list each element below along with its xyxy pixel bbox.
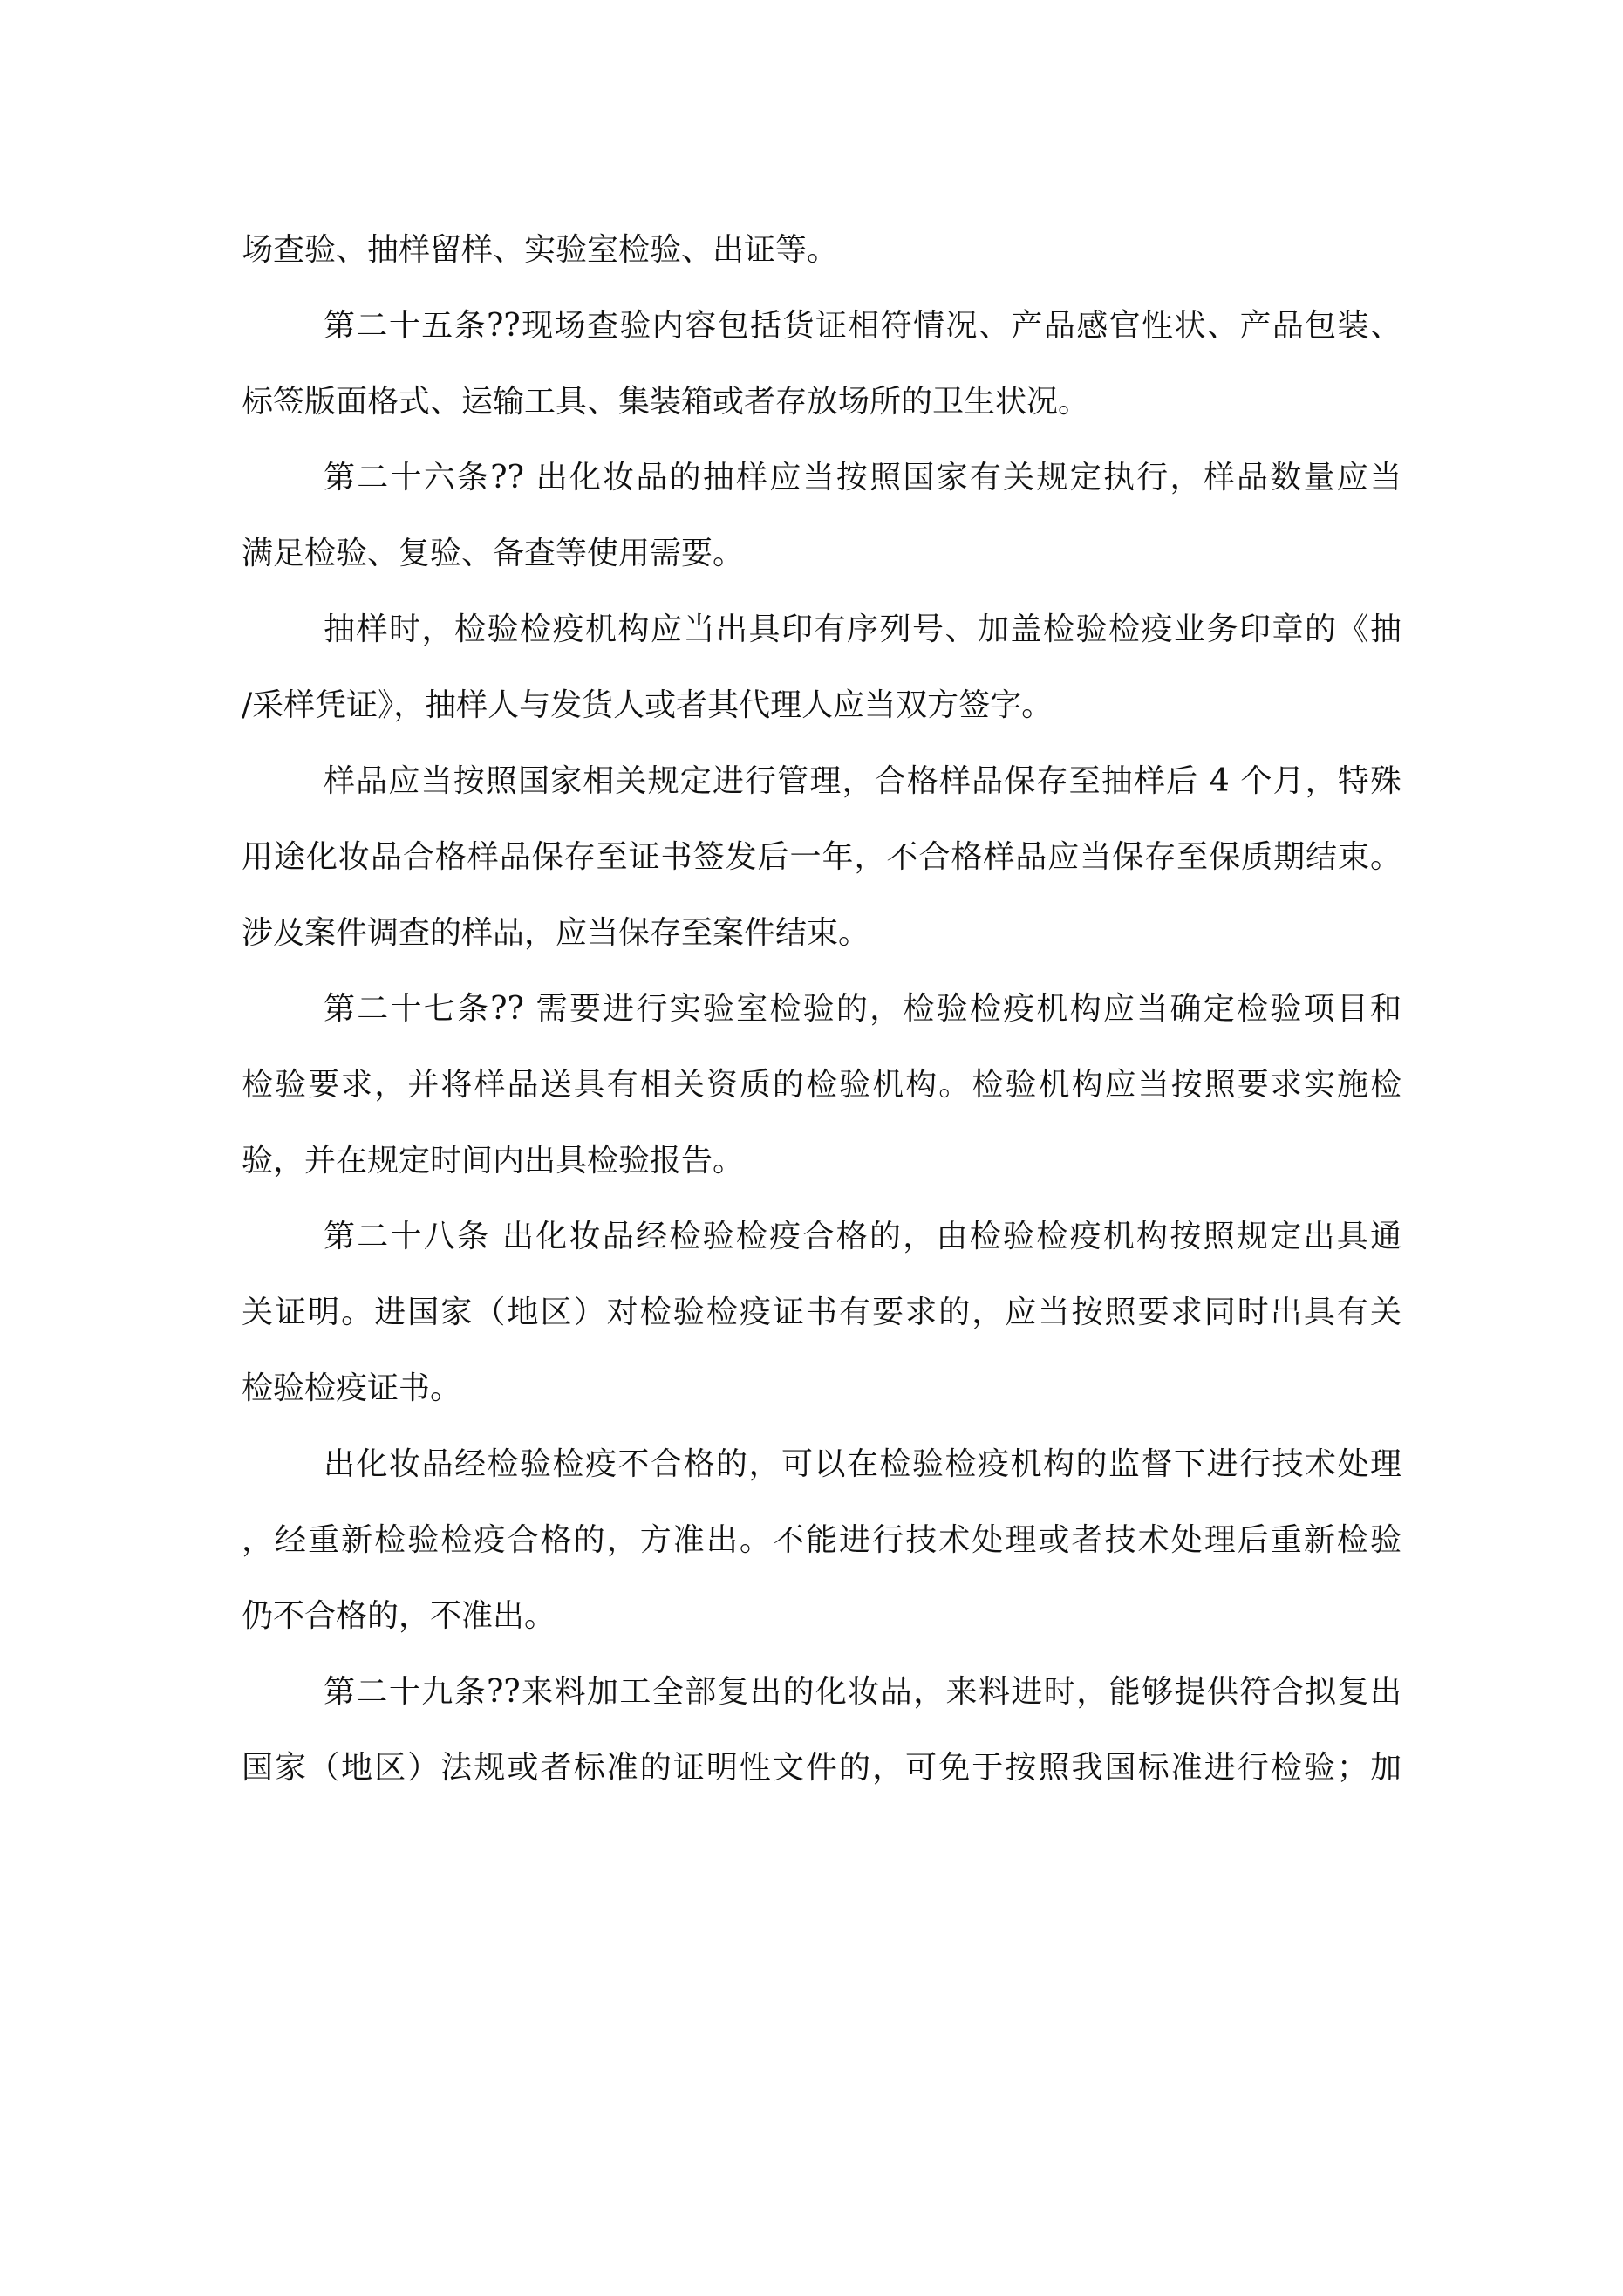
text-line: 仍不合格的，不准出。 <box>242 1598 556 1634</box>
text-line: ，经重新检验检疫合格的，方准出。不能进行技术处理或者技术处理后重新检验 <box>242 1522 1401 1558</box>
text-line: 标签版面格式、运输工具、集装箱或者存放场所的卫生状况。 <box>242 384 1090 420</box>
text-line: 验，并在规定时间内出具检验报告。 <box>242 1143 745 1179</box>
text-line: 涉及案件调查的样品，应当保存至案件结束。 <box>242 915 870 951</box>
text-line: 国家（地区）法规或者标准的证明性文件的，可免于按照我国标准进行检验；加 <box>242 1750 1401 1786</box>
text-line: 检验要求，并将样品送具有相关资质的检验机构。检验机构应当按照要求实施检 <box>242 1067 1401 1103</box>
text-line: 第二十六条?? 出化妆品的抽样应当按照国家有关规定执行，样品数量应当 <box>324 460 1401 495</box>
text-line: 检验检疫证书。 <box>242 1370 462 1406</box>
text-line: 场查验、抽样留样、实验室检验、出证等。 <box>242 232 839 268</box>
text-line: 关证明。进国家（地区）对检验检疫证书有要求的，应当按照要求同时出具有关 <box>242 1295 1401 1330</box>
text-line: 样品应当按照国家相关规定进行管理，合格样品保存至抽样后 4 个月，特殊 <box>324 763 1401 799</box>
text-line: 用途化妆品合格样品保存至证书签发后一年，不合格样品应当保存至保质期结束。 <box>242 839 1401 875</box>
text-line: 第二十七条?? 需要进行实验室检验的，检验检疫机构应当确定检验项目和 <box>324 991 1401 1027</box>
text-line: 满足检验、复验、备查等使用需要。 <box>242 536 745 571</box>
text-line: 第二十五条??现场查验内容包括货证相符情况、产品感官性状、产品包装、 <box>324 308 1401 344</box>
text-line: 抽样时，检验检疫机构应当出具印有序列号、加盖检验检疫业务印章的《抽 <box>324 612 1401 647</box>
text-line: 第二十八条 出化妆品经检验检疫合格的，由检验检疫机构按照规定出具通 <box>324 1219 1401 1254</box>
document-body <box>242 229 1401 1822</box>
text-line: 第二十九条??来料加工全部复出的化妆品，来料进时，能够提供符合拟复出 <box>324 1674 1401 1710</box>
text-line: 出化妆品经检验检疫不合格的，可以在检验检疫机构的监督下进行技术处理 <box>324 1446 1401 1482</box>
text-line: /采样凭证》，抽样人与发货人或者其代理人应当双方签字。 <box>242 687 1054 723</box>
